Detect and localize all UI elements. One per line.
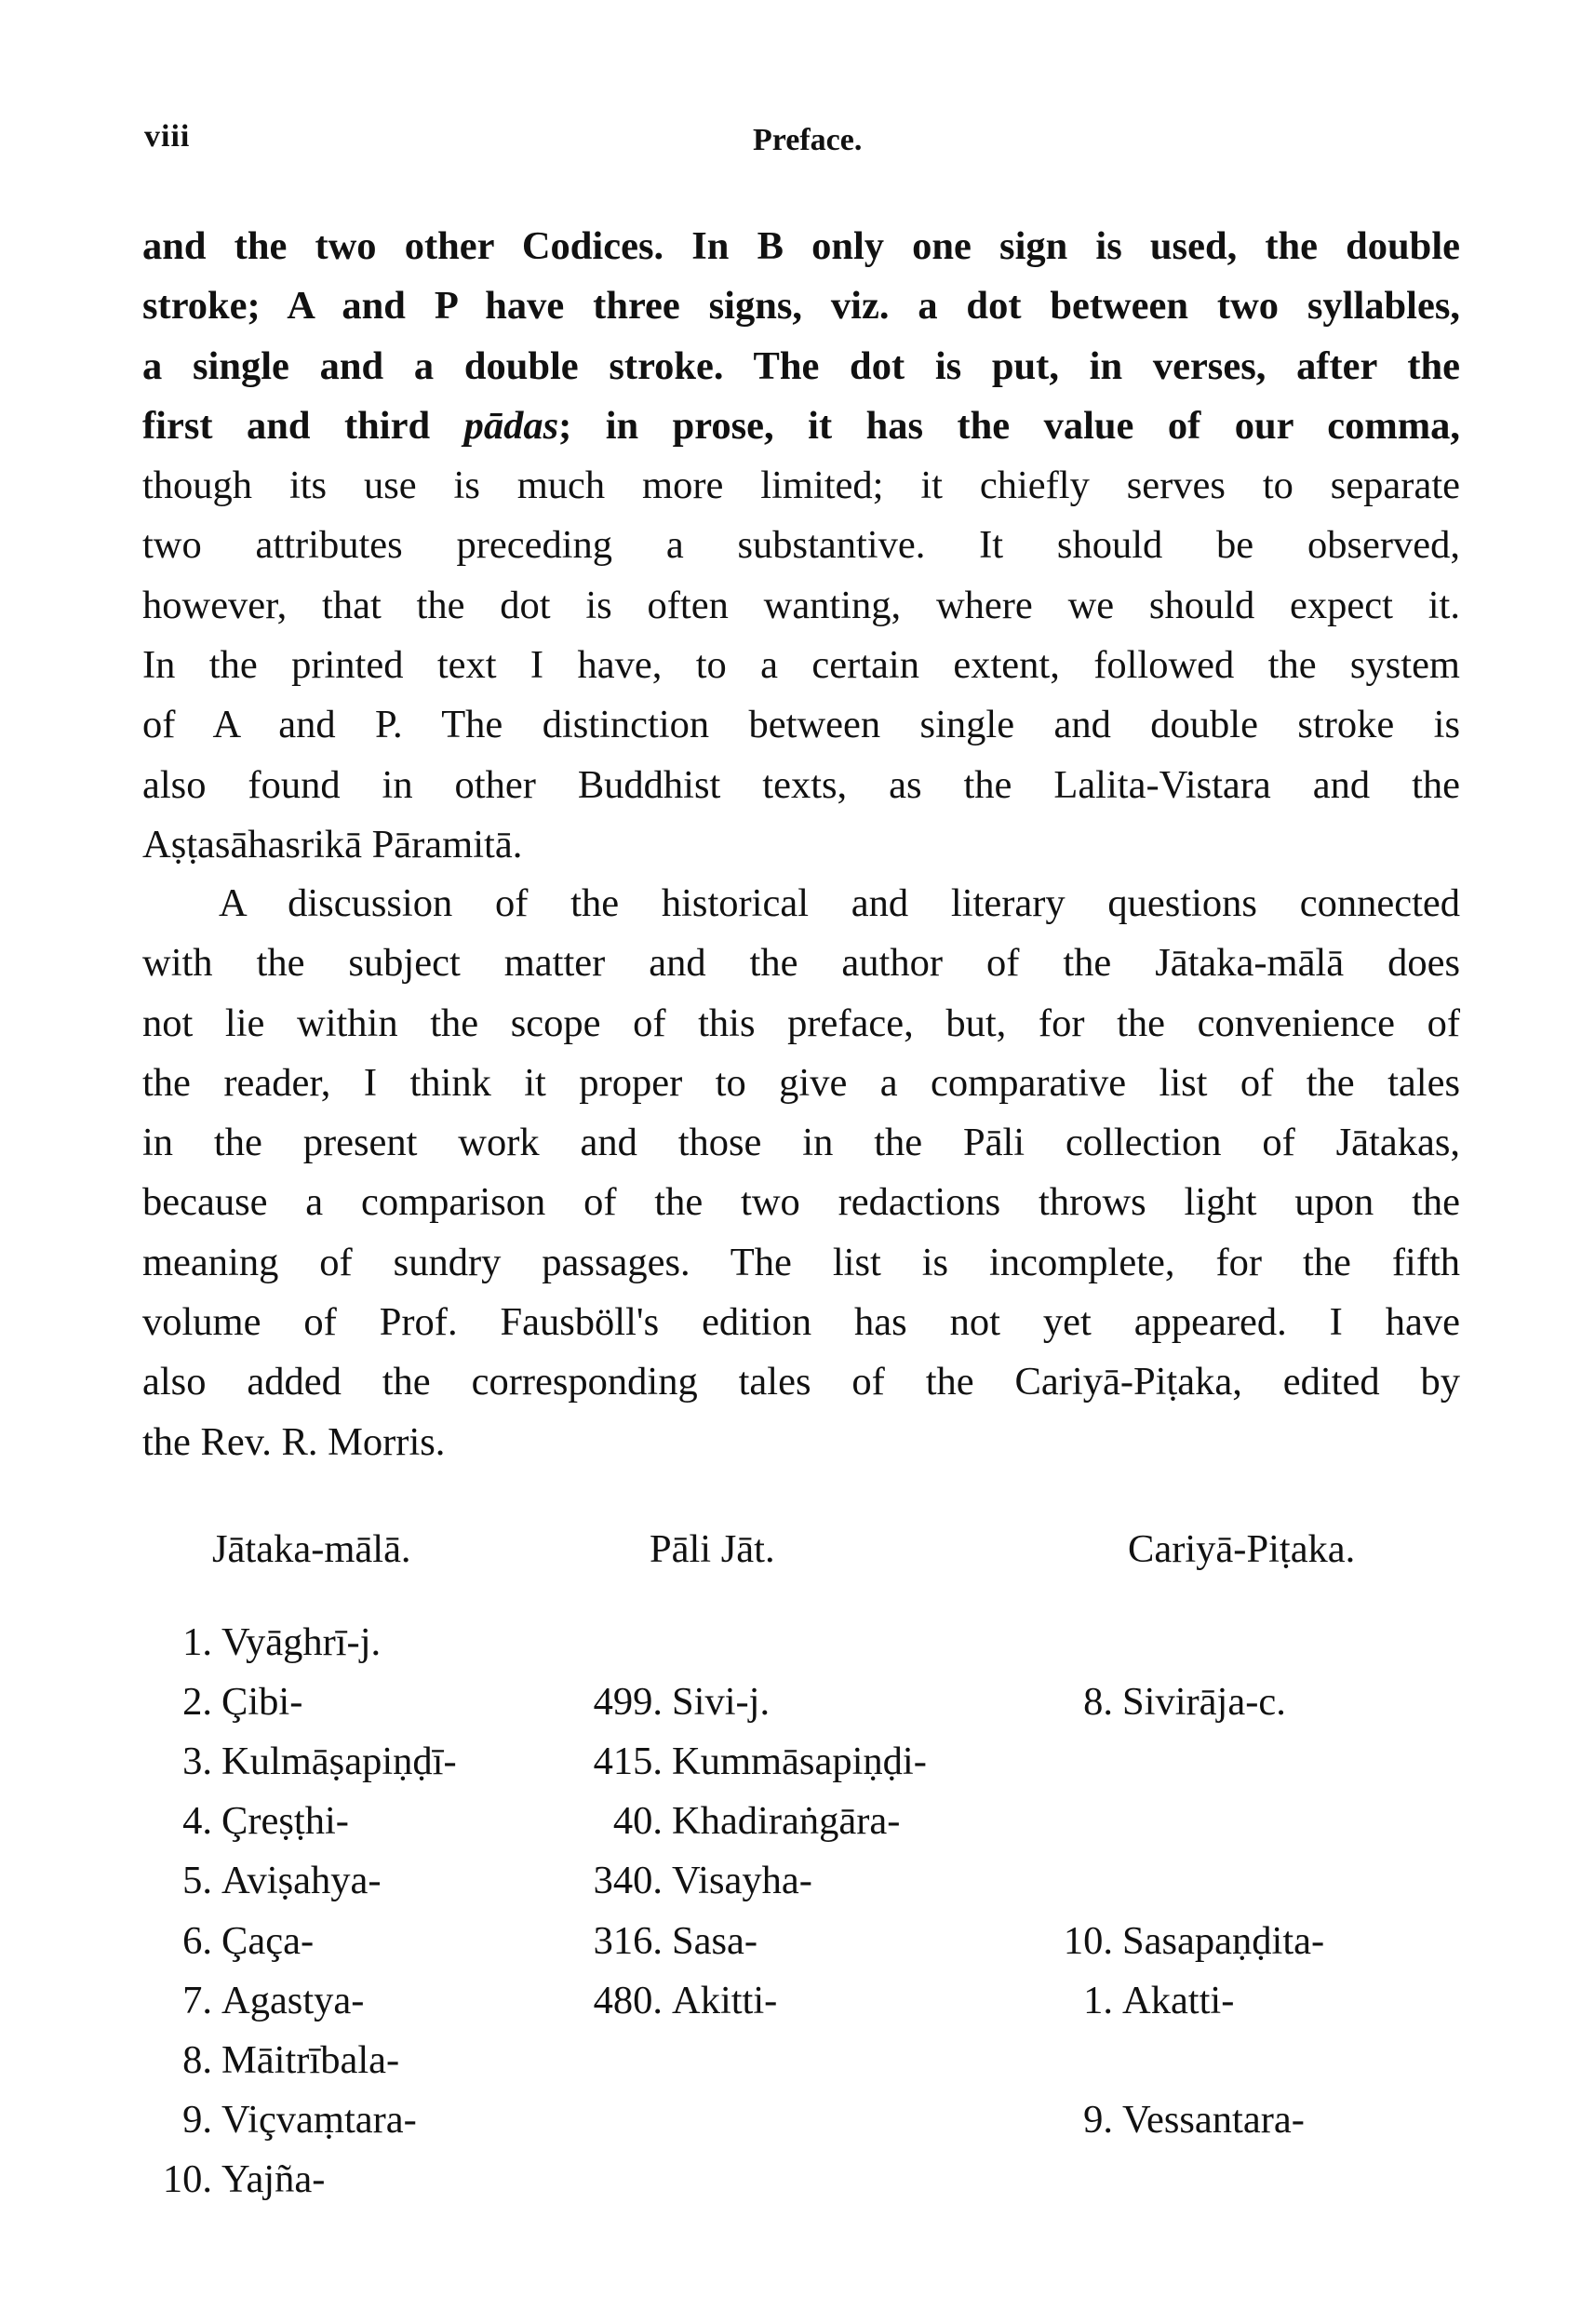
page-number: viii <box>144 119 191 154</box>
text-line: A discussion of the historical and literary questions connected <box>219 881 1460 925</box>
jataka-mala-title: Agastya- <box>221 1978 365 2022</box>
pali-jataka-number: 316. <box>593 1918 663 1963</box>
cariya-pitaka-title: Akatti- <box>1122 1978 1235 2022</box>
jataka-mala-number: 1. <box>182 1620 212 1664</box>
text-line: also added the corresponding tales of the Cariyā-Piṭaka, edited by <box>142 1360 1460 1404</box>
jataka-mala-title: Viçvaṃtara- <box>221 2097 417 2142</box>
table-row <box>0 1798 1595 1858</box>
pali-jataka-number: 499. <box>593 1680 663 1725</box>
jataka-mala-number: 2. <box>182 1680 212 1725</box>
jataka-mala-title: Çaça- <box>221 1918 315 1963</box>
jataka-mala-title: Kulmāṣapiṇḍī- <box>221 1740 457 1784</box>
cariya-pitaka-number: 10. <box>1063 1918 1113 1963</box>
paragraph-codices-signs <box>142 217 1460 875</box>
jataka-mala-title: Aviṣahya- <box>221 1859 382 1903</box>
cariya-pitaka-number: 8. <box>1083 1680 1113 1725</box>
table-row <box>0 1679 1595 1739</box>
cariya-pitaka-title: Vessantara- <box>1122 2097 1305 2142</box>
text-line: the Rev. R. Morris. <box>142 1419 446 1464</box>
pali-jataka-title: Sivi-j. <box>672 1680 771 1725</box>
pali-jataka-number: 340. <box>593 1859 663 1903</box>
jataka-mala-number: 9. <box>182 2097 212 2142</box>
jataka-mala-number: 10. <box>162 2156 212 2201</box>
cariya-pitaka-number: 1. <box>1083 1978 1113 2022</box>
table-row <box>0 1918 1595 1978</box>
column-header-jataka-mala: Jātaka-mālā. <box>212 1527 411 1571</box>
table-row <box>0 1978 1595 2037</box>
cariya-pitaka-number: 9. <box>1083 2097 1113 2142</box>
pali-jataka-title: Kummāsapiṇḍi- <box>672 1740 927 1784</box>
jataka-mala-number: 3. <box>182 1740 212 1784</box>
jataka-mala-number: 4. <box>182 1799 212 1844</box>
cariya-pitaka-title: Sivirāja-c. <box>1122 1680 1286 1725</box>
text-line: however, that the dot is often wanting, where we should expect it. <box>142 583 1460 627</box>
text-line: stroke; A and P have three signs, viz. a dot between two syllables, <box>142 284 1460 329</box>
jataka-mala-title: Çreṣṭhi- <box>221 1799 349 1844</box>
text-line: also found in other Buddhist texts, as the Lalita-Vistara and the <box>142 762 1460 807</box>
column-header-cariya-pitaka: Cariyā-Piṭaka. <box>1128 1527 1356 1571</box>
jataka-mala-title: Māitrībala- <box>221 2037 400 2082</box>
jataka-mala-number: 5. <box>182 1859 212 1903</box>
table-row <box>0 1619 1595 1679</box>
text-line: In the printed text I have, to a certain extent, followed the system <box>142 643 1460 688</box>
pali-jataka-title: Akitti- <box>672 1978 778 2022</box>
jataka-mala-number: 8. <box>182 2037 212 2082</box>
paragraph-comparative-list <box>142 874 1460 1472</box>
text-line: because a comparison of the two redactions throws light upon the <box>142 1180 1460 1225</box>
text-line: the reader, I think it proper to give a comparative list of the tales <box>142 1060 1460 1105</box>
text-line: in the present work and those in the Pāli collection of Jātakas, <box>142 1121 1460 1165</box>
running-head: Preface. <box>753 123 863 157</box>
text-line: meaning of sundry passages. The list is incomplete, for the fifth <box>142 1240 1460 1284</box>
jataka-mala-number: 6. <box>182 1918 212 1963</box>
jataka-mala-title: Yajña- <box>221 2156 326 2201</box>
jataka-mala-number: 7. <box>182 1978 212 2022</box>
text-line: first and third pādas; in prose, it has the value of our comma, <box>142 403 1460 448</box>
jataka-mala-title: Çibi- <box>221 1680 303 1725</box>
pali-jataka-title: Visayha- <box>672 1859 812 1903</box>
text-line: two attributes preceding a substantive. It should be observed, <box>142 523 1460 568</box>
pali-jataka-number: 40. <box>612 1799 663 1844</box>
text-line: a single and a double stroke. The dot is put, in verses, after the <box>142 343 1460 388</box>
pali-jataka-number: 480. <box>593 1978 663 2022</box>
text-line: volume of Prof. Fausböll's edition has not yet appeared. I have <box>142 1300 1460 1345</box>
pali-jataka-title: Sasa- <box>672 1918 758 1963</box>
jataka-mala-title: Vyāghrī-j. <box>221 1620 382 1664</box>
text-line: though its use is much more limited; it chiefly serves to separate <box>142 463 1460 508</box>
pali-jataka-title: Khadiraṅgāra- <box>672 1799 901 1844</box>
text-line: not lie within the scope of this preface, but, for the convenience of <box>142 1001 1460 1045</box>
cariya-pitaka-title: Sasapaṇḍita- <box>1122 1918 1325 1963</box>
text-line: Aṣṭasāhasrikā Pāramitā. <box>142 822 523 866</box>
table-row <box>0 1858 1595 1917</box>
column-header-pali-jat: Pāli Jāt. <box>650 1527 775 1571</box>
table-row <box>0 2097 1595 2156</box>
table-row <box>0 2037 1595 2097</box>
table-row <box>0 2156 1595 2216</box>
text-line: of A and P. The distinction between single and double stroke is <box>142 703 1460 747</box>
text-line: and the two other Codices. In B only one sign is used, the double <box>142 224 1460 268</box>
table-row <box>0 1739 1595 1798</box>
text-line: with the subject matter and the author of the Jātaka-mālā does <box>142 941 1460 986</box>
pali-jataka-number: 415. <box>593 1740 663 1784</box>
